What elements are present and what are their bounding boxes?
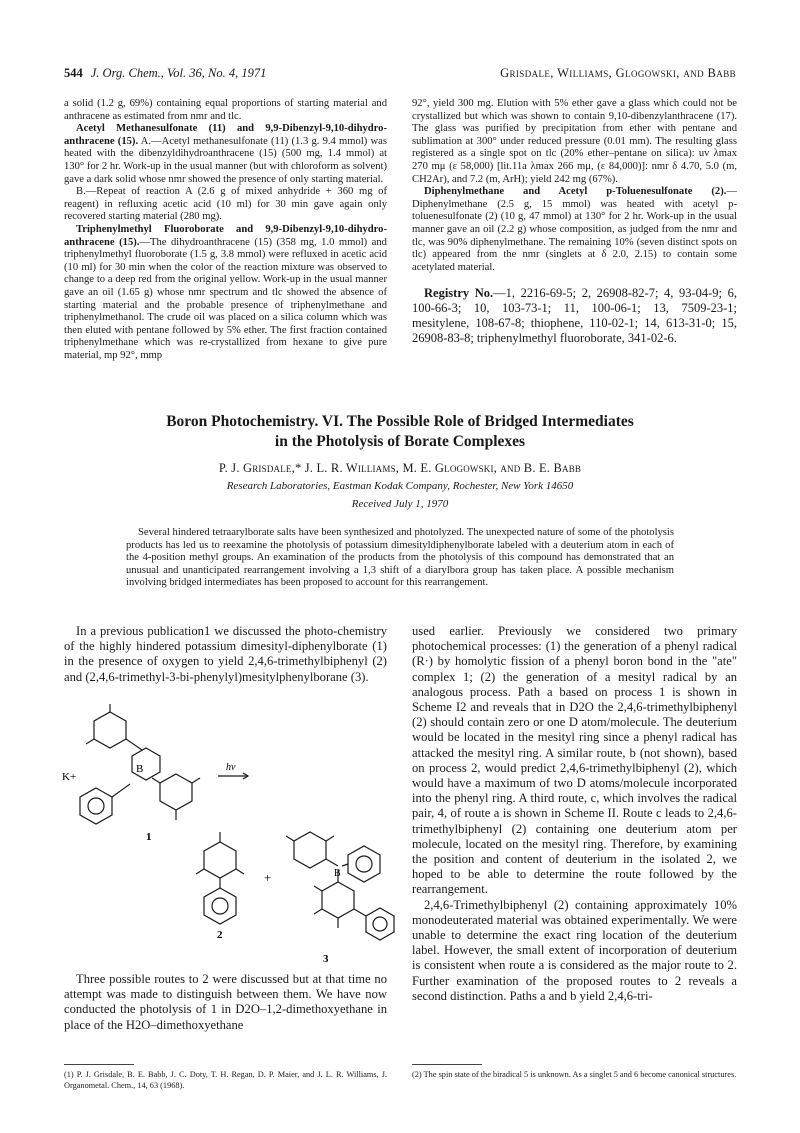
paragraph [64, 224, 387, 363]
body-column-left [64, 624, 387, 685]
received-date: Received July 1, 1970 [351, 498, 449, 510]
article-title [64, 412, 736, 452]
mesityl-ring-2 [160, 774, 192, 810]
section-heading: Acetyl Methanesulfonate (11) and 9,9-Dibenzyl-9,10-dihydro-anthracene (15). [64, 123, 387, 147]
body-column-right [412, 624, 737, 1004]
paragraph: Three possible routes to 2 were discussed but at that time no attempt was made to distinguish between them. We have now conducted the photolysis of 1 in D2O–1,2-dimethoxyethane in place of the H2O–dimethoxyethane [64, 972, 387, 1032]
phenyl-ring-product-3 [348, 846, 380, 882]
experimental-column-left [64, 98, 387, 362]
potassium-label: K+ [62, 771, 77, 783]
compound-label-2: 2 [217, 929, 223, 941]
registry-numbers [412, 286, 737, 345]
running-header [64, 66, 736, 86]
footnote-1: (1) P. J. Grisdale, B. E. Babb, J. C. Doty, T. H. Regan, D. P. Maier, and J. L. R. Williams, J. Organometal. Chem., 14, 63 (1968). [64, 1070, 387, 1090]
biphenylyl-ring-product-3 [322, 882, 354, 918]
hv-label: hν [226, 762, 236, 773]
registry-text: —1, 2216-69-5; 2, 26908-82-7; 4, 93-04-9; 6, 100-66-3; 10, 103-73-1; 11, 100-06-1; 13, 7509-23-1; mesitylene, 108-67-8; thiophene, 110-02-1; 14, 613-31-0; 15, 26908-83-8; triphenylmethyl fluoroborate, 341-02-6. [412, 286, 737, 345]
plus-sign: + [264, 870, 272, 885]
compound-label-3: 3 [323, 953, 329, 965]
header-left [64, 66, 266, 81]
journal-citation: J. Org. Chem., Vol. 36, No. 4, 1971 [90, 66, 267, 80]
paragraph [64, 123, 387, 186]
paragraph [412, 186, 737, 274]
paragraph: B.—Repeat of reaction A (2.6 g of mixed anhydride + 360 mg of reagent) in refluxing acetic acid (10 ml) for 30 min gave again only recovered starting material (280 mg). [64, 186, 387, 223]
running-authors: Grisdale, Williams, Glogowski, and Babb [500, 66, 736, 80]
paragraph-text: —The dihydroanthracene (15) (358 mg, 1.0 mmol) and triphenylmethyl fluoroborate (1.5 g, 3.8 mmol) were refluxed in acetic acid (10 ml) for 30 min when the color of the reaction mixture was observed to change to a deep red from the original yellow. Work-up in the usual manner gave an oil (1.65 g) whose nmr spectrum and tlc showed the absence of starting material and the probable presence of triphenylmethane and triphenylmethanol. The crude oil was placed on a silica column which was then eluted with pentane followed by 5% ether. The first fraction contained triphenylmethane which was re-crystallized from hexane to give pure material, mp 92°, mmp [64, 236, 387, 361]
paragraph: a solid (1.2 g, 69%) containing equal proportions of starting material and anthracene as estimated from nmr and tlc. [64, 98, 387, 122]
author-list: P. J. Grisdale,* J. L. R. Williams, M. E. Glogowski, and B. E. Babb [218, 461, 582, 475]
terminal-phenyl-ring [366, 908, 394, 940]
boron-label-3: B [334, 868, 341, 879]
paragraph: 2,4,6-Trimethylbiphenyl (2) containing approximately 10% monodeuterated material was obtained experimentally. We were unable to determine the exact ring location of the deuterium label. However, the small extent of incorporation of deuterium is consistent when route a is considered as the major route to 2. Further examination of the proposed routes to 2 reveals a second distinction. Paths a and b yield 2,4,6-tri- [412, 897, 737, 1003]
paragraph: 92°, yield 300 mg. Elution with 5% ether gave a glass which could not be crystallized but which was shown to contain 9,10-dibenzylanthracene (17). The glass was purified by precipitation from ether with pentane and sublimation at 300° under reduced pressure (0.01 mm). The resulting glass registered as a single spot on tlc (20% ether–pentane on silica): uv λmax 270 mμ (ε 58,000) [lit.11a λmax 266 mμ, (ε 84,000)]: nmr δ 4.70, 5.0 (m, CH2Ar), and 7.2 (m, ArH); yield 242 mg (67%). [412, 98, 737, 185]
registry-heading: Registry No. [424, 286, 494, 301]
paragraph: used earlier. Previously we considered two primary photochemical processes: (1) the generation of a phenyl radical (R·) by homolytic fission of a phenyl boron bond in the "ate" complex 1; (2) the generation of a mesityl radical by an analogous process. Path a based on process 1 is shown in Scheme I2 and reveals that in D2O the 2,4,6-trimethylbiphenyl (2) should contain zero or one D atom/molecule. The deuterium would be located in the mesityl ring since a phenyl radical has attacked the mesityl ring. A similar route, b (not shown), based on process 2, would predict 2,4,6-trimethylbiphenyl (2), which would have a maximum of two D atoms/molecule incorporated into the phenyl ring. A third route, c, which involves the radical pair, 4, of route a is shown in Scheme II. Route c leads to 2,4,6-trimethylbiphenyl (2) containing one deuterium atom per molecule, located on the mesityl ring. Therefore, by examining the position and content of deuterium in the isolated 2, we hoped to be able to determine the route followed by the rearrangement. [412, 624, 737, 897]
section-heading: Triphenylmethyl Fluoroborate and 9,9-Dibenzyl-9,10-dihydro-anthracene (15). [64, 223, 387, 248]
title-line: in the Photolysis of Borate Complexes [274, 433, 526, 450]
paragraph-text: —Diphenylmethane (2.5 g, 15 mmol) was heated with acetyl p-toluenesulfonate (2) (10 g, 47 mmol) at 130° for 2 hr. Work-up in the usual manner gave an oil (2.2 g) whose composition, as judged from the nmr and tlc, was 90% diphenylmethane. The remaining 10% (seven distinct spots on tlc) appeared from the nmr (singlets at δ 2.0, 2.15) to contain some acetylated material. [412, 186, 737, 273]
footnote-2: (2) The spin state of the biradical 5 is unknown. As a singlet 5 and 6 become canonical structures. [412, 1070, 737, 1079]
page-number: 544 [64, 66, 83, 80]
compound-label-1: 1 [146, 831, 152, 843]
body-column-left-continued [64, 972, 387, 1033]
mesityl-ring-product-2 [204, 842, 236, 878]
abstract: Several hindered tetraarylborate salts have been synthesized and photolyzed. The unexpected nature of some of the photolysis products has led us to reexamine the photolysis of potassium dimesityldiphenylborate labeled with a deuterium atom in each of the 4-position methyl groups. An examination of the products from the photolysis of this compound has demonstrated that an unusual and unanticipated rearrangement involving a 1,3 shift of a diarylbora group has taken place. A possible mechanism involving bridged intermediates has been proposed to account for this rearrangement. [126, 527, 674, 589]
paragraph-text: A.—Acetyl methanesulfonate (11) (1.3 g. 9.4 mmol) was heated with the dibenzyldihydroanthracene (15) (500 mg, 1.4 mmol) at 130° for 2 hr. Work-up in the usual manner (but with chloroform as solvent) gave a dark solid whose nmr showed the presence of only starting material. [64, 135, 387, 185]
structures-2-3-diagram [180, 822, 400, 972]
section-heading: Diphenylmethane and Acetyl p-Toluenesulfonate (2). [424, 186, 727, 198]
title-line: Boron Photochemistry. VI. The Possible Role of Bridged Intermediates [166, 413, 634, 430]
paragraph: In a previous publication1 we discussed the photo-chemistry of the highly hindered potassium dimesityl-diphenylborate (1) in the presence of oxygen to yield 2,4,6-trimethylbiphenyl (2) and (2,4,6-trimethyl-3-bi-phenylyl)mesitylphenylborane (3). [64, 624, 387, 684]
article-header [64, 412, 736, 510]
boron-label: B [136, 763, 144, 775]
footnote-rule [412, 1064, 482, 1065]
phenyl-ring [80, 788, 112, 824]
mesityl-ring-product-3 [294, 832, 326, 868]
mesityl-ring [94, 712, 126, 748]
experimental-column-right [412, 98, 737, 346]
phenyl-ring-product-2 [204, 888, 236, 924]
footnote-rule [64, 1064, 134, 1065]
affiliation: Research Laboratories, Eastman Kodak Company, Rochester, New York 14650 [226, 480, 574, 492]
